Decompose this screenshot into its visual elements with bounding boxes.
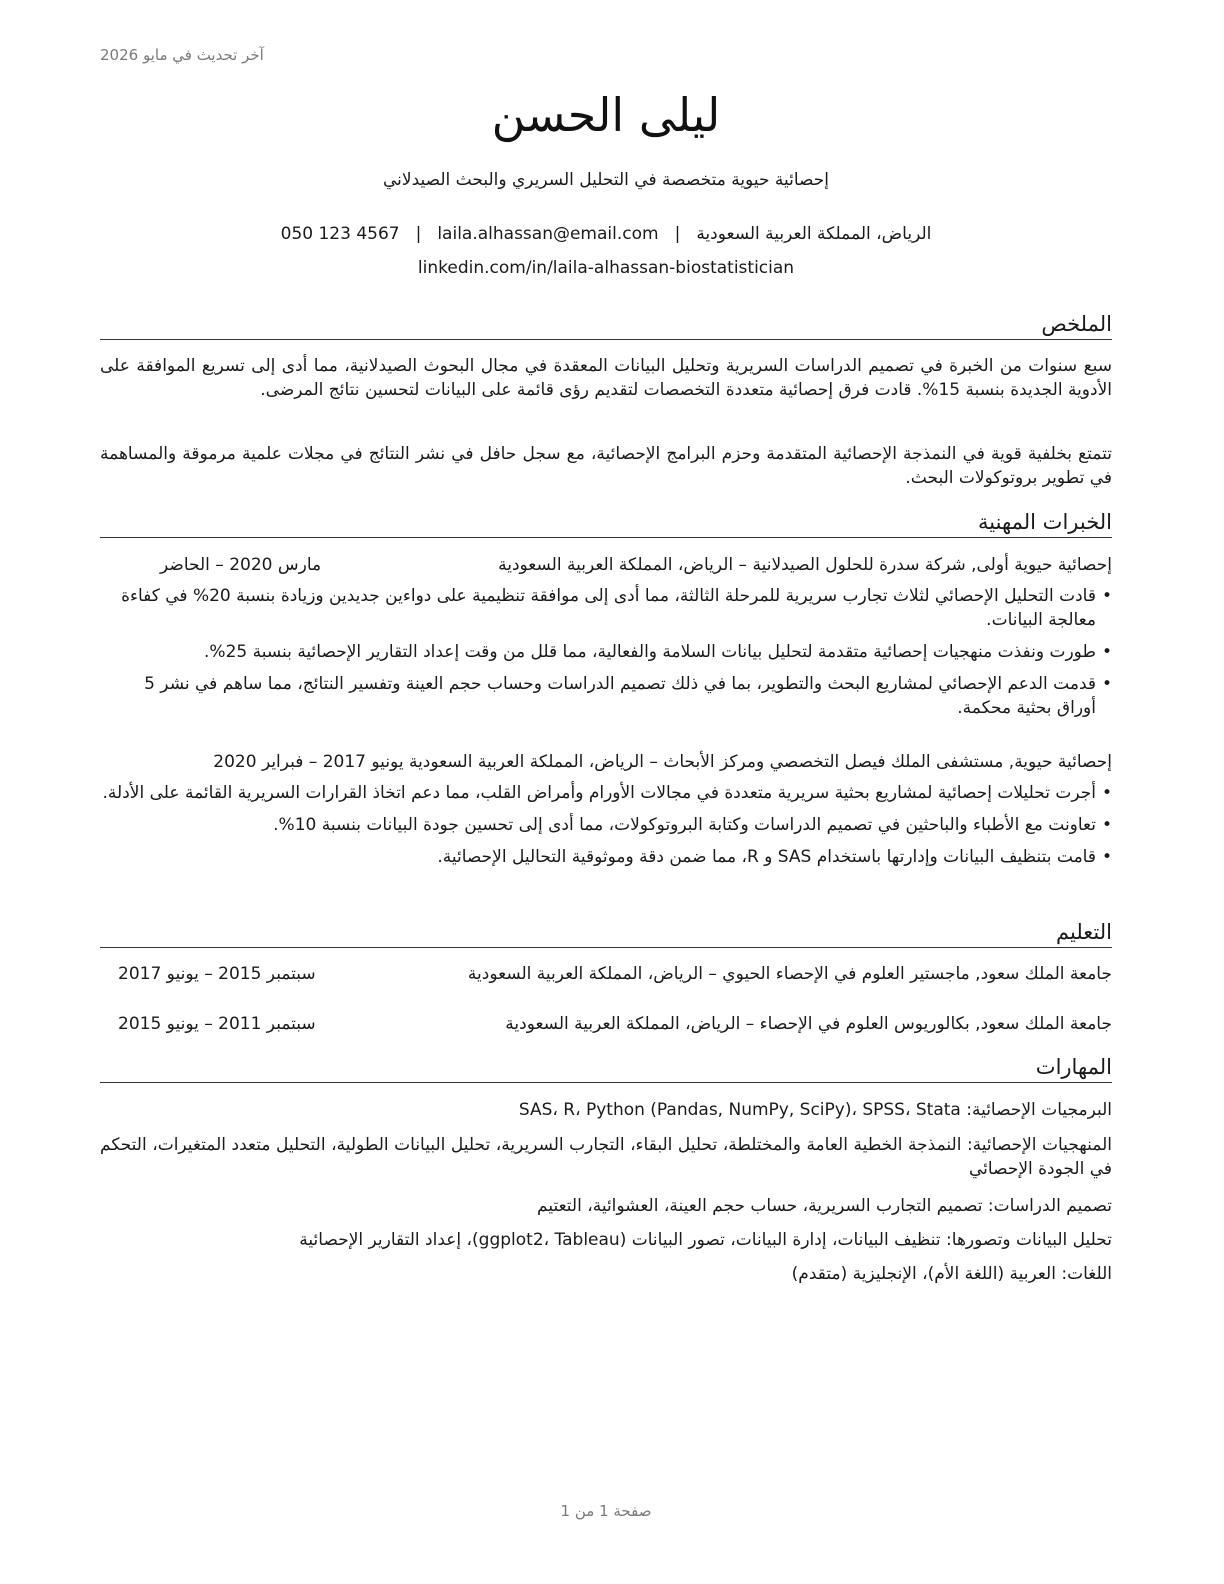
list-item: • أجرت تحليلات إحصائية لمشاريع بحثية سريرية متعددة في مجالات الأورام وأمراض القلب، مما دعم اتخاذ القرارات السريرية القائمة على الأدلة. (100, 781, 1112, 805)
job-bullets (100, 781, 1112, 877)
skill-item: اللغات: العربية (اللغة الأم)، الإنجليزية (متقدم) (791, 1264, 1112, 1284)
skills-heading: المهارات (100, 1053, 1112, 1083)
list-item: • تعاونت مع الأطباء والباحثين في تصميم الدراسات وكتابة البروتوكولات، مما أدى إلى تحسين جودة البيانات بنسبة 10%. (100, 813, 1112, 837)
job-role: إحصائية حيوية أولى, شركة سدرة للحلول الصيدلانية – الرياض، المملكة العربية السعودية (498, 555, 1112, 575)
linkedin-link[interactable]: linkedin.com/in/laila-alhassan-biostatistician (417, 258, 795, 278)
list-item: • طورت ونفذت منهجيات إحصائية متقدمة لتحليل بيانات السلامة والفعالية، مما قلل من وقت إعداد التقارير الإحصائية بنسبة 25%. (100, 640, 1112, 664)
skill-item: البرمجيات الإحصائية: SAS، R، Python (Pandas, NumPy, SciPy)، SPSS، Stata (518, 1100, 1112, 1120)
experience-heading: الخبرات المهنية (100, 508, 1112, 538)
job-dates: مارس 2020 – الحاضر (160, 555, 322, 575)
education-dates: سبتمبر 2015 – يونيو 2017 (118, 964, 316, 984)
list-item: • قادت التحليل الإحصائي لثلاث تجارب سريرية للمرحلة الثالثة، مما أدى إلى موافقة تنظيمية على دواءين جديدين وزيادة بنسبة 20% في كفاءة معالجة البيانات. (100, 584, 1112, 632)
candidate-name: ليلى الحسن (491, 88, 721, 142)
skill-item: تصميم الدراسات: تصميم التجارب السريرية، حساب حجم العينة، العشوائية، التعتيم (537, 1196, 1112, 1216)
contact-separator: | (415, 224, 422, 244)
list-item: • قامت بتنظيف البيانات وإدارتها باستخدام SAS و R، مما ضمن دقة وموثوقية التحاليل الإحصائية. (100, 845, 1112, 869)
summary-paragraph: تتمتع بخلفية قوية في النمذجة الإحصائية المتقدمة وحزم البرامج الإحصائية، مع سجل حافل في نشر النتائج في مجلات علمية مرموقة والمساهمة في تطوير بروتوكولات البحث. (100, 444, 1112, 488)
contact-separator: | (674, 224, 681, 244)
education-degree: جامعة الملك سعود, ماجستير العلوم في الإحصاء الحيوي – الرياض، المملكة العربية السعودية (467, 964, 1112, 984)
skill-item: تحليل البيانات وتصورها: تنظيف البيانات، إدارة البيانات، تصور البيانات (ggplot2، Tableau)، إعداد التقارير الإحصائية (299, 1230, 1112, 1250)
summary-paragraph: سبع سنوات من الخبرة في تصميم الدراسات السريرية وتحليل البيانات المعقدة في مجال البحوث الصيدلانية، مما أدى إلى تسريع الموافقة على الأدوية الجديدة بنسبة 15%. قادت فرق إحصائية متعددة التخصصات لتقديم رؤى قائمة على البيانات لتحسين نتائج المرضى. (100, 356, 1112, 400)
location: الرياض، المملكة العربية السعودية (696, 224, 932, 244)
resume-page (100, 0, 1112, 1584)
education-dates: سبتمبر 2011 – يونيو 2015 (118, 1014, 316, 1034)
list-item: • قدمت الدعم الإحصائي لمشاريع البحث والتطوير، بما في ذلك تصميم الدراسات وحساب حجم العينة وتفسير النتائج، مما ساهم في نشر 5 أوراق بحثية محكمة. (100, 672, 1112, 720)
headline: إحصائية حيوية متخصصة في التحليل السريري والبحث الصيدلاني (382, 170, 830, 190)
education-heading: التعليم (100, 918, 1112, 948)
education-entry (100, 962, 1112, 986)
email-link[interactable]: laila.alhassan@email.com (437, 224, 659, 244)
summary-heading: الملخص (100, 310, 1112, 340)
job-role: إحصائية حيوية, مستشفى الملك فيصل التخصصي ومركز الأبحاث – الرياض، المملكة العربية السعودية يونيو 2017 – فبراير 2020 (213, 752, 1112, 772)
contact-line (100, 224, 1112, 244)
job-header (100, 553, 1112, 577)
last-updated: آخر تحديث في مايو 2026 (100, 46, 264, 64)
education-entry (100, 1012, 1112, 1036)
job-bullets (100, 584, 1112, 728)
page-number: صفحة 1 من 1 (560, 1502, 652, 1520)
phone-number: 050 123 4567 (280, 224, 400, 244)
education-degree: جامعة الملك سعود, بكالوريوس العلوم في الإحصاء – الرياض، المملكة العربية السعودية (505, 1014, 1112, 1034)
skill-item: المنهجيات الإحصائية: النمذجة الخطية العامة والمختلطة، تحليل البقاء، التجارب السريرية، تحليل البيانات الطولية، التحليل متعدد المتغيرات، التحكم في الجودة الإحصائي (100, 1135, 1112, 1179)
job-header (100, 750, 1112, 774)
